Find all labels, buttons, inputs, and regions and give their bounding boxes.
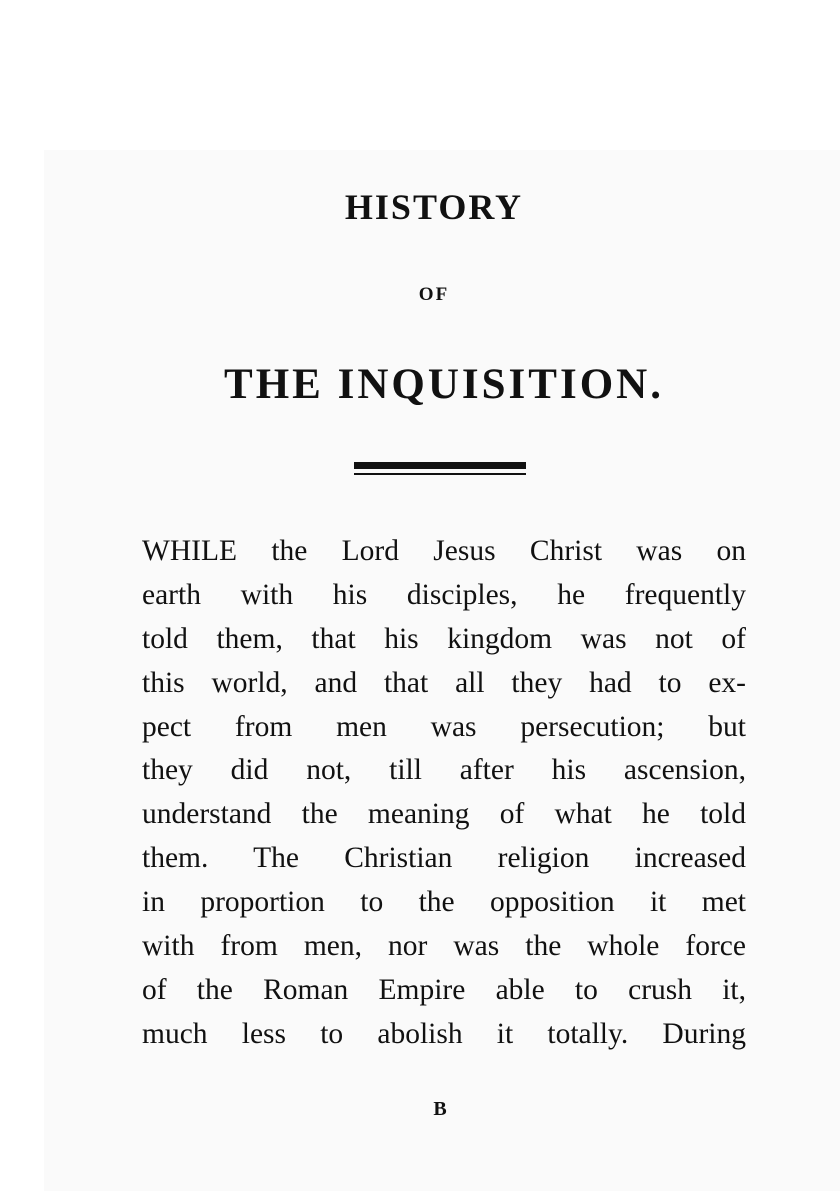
body-line: told them, that his kingdom was not of — [142, 622, 746, 655]
body-line: pect from men was persecution; but — [142, 710, 746, 743]
body-line: much less to abolish it totally. During — [142, 1017, 746, 1050]
body-line: earth with his disciples, he frequently — [142, 578, 746, 611]
page-title-history: HISTORY — [344, 187, 524, 227]
body-line: in proportion to the opposition it met — [142, 886, 746, 919]
body-line: this world, and that all they had to ex- — [142, 666, 746, 699]
body-paragraph — [142, 530, 746, 1057]
body-line: understand the meaning of what he told — [142, 798, 746, 831]
body-line: them. The Christian religion increased — [142, 842, 746, 875]
body-line: of the Roman Empire able to crush it, — [142, 973, 746, 1006]
body-line: WHILE the Lord Jesus Christ was on — [142, 535, 746, 567]
body-line: they did not, till after his ascension, — [142, 754, 746, 787]
page-title-inquisition: THE INQUISITION. — [224, 361, 664, 408]
title-rule-thin — [354, 473, 526, 475]
title-rule-thick — [354, 462, 526, 469]
signature-mark: B — [433, 1098, 447, 1120]
page-title-of: OF — [418, 284, 450, 305]
body-line: with from men, nor was the whole force — [142, 930, 746, 963]
